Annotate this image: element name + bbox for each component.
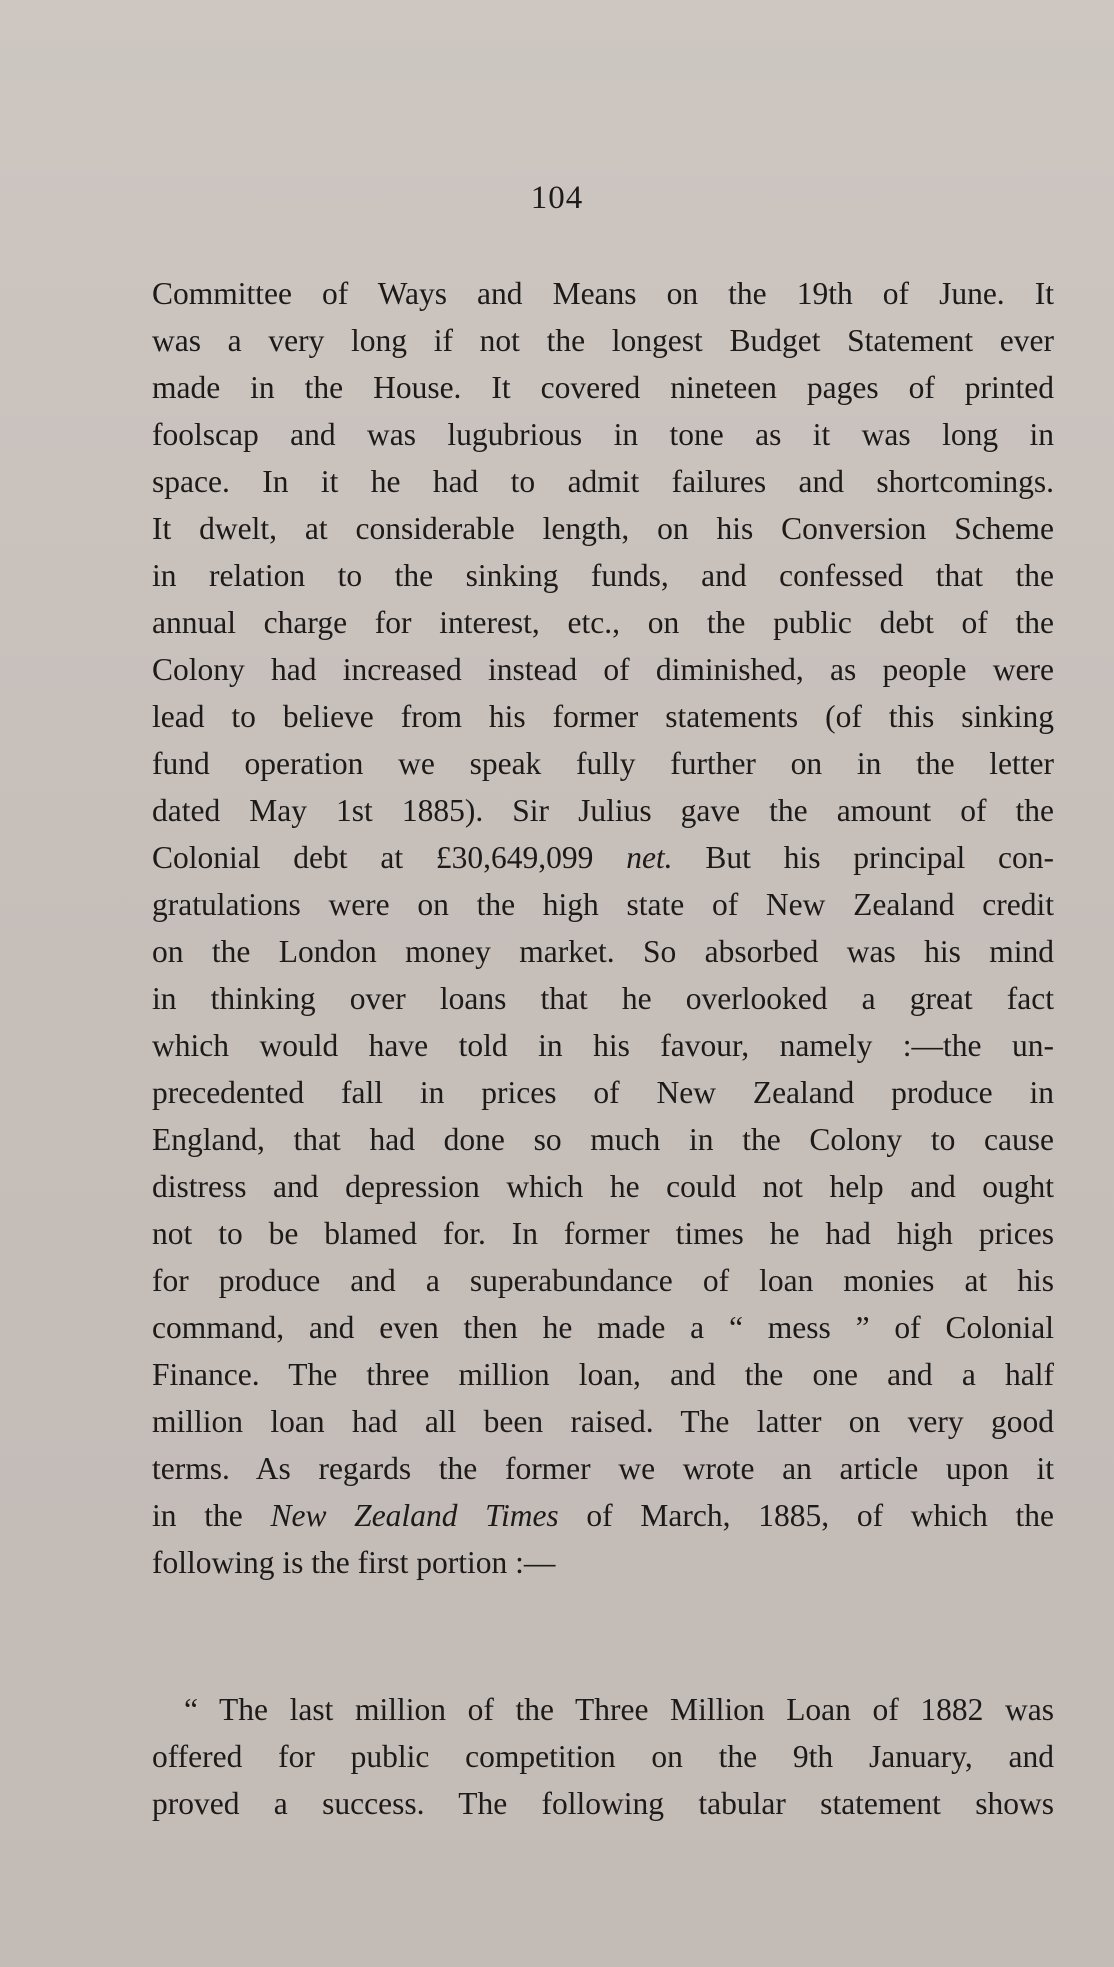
text-line: in relation to the sinking funds, and confessed that the [152, 558, 1054, 593]
text-segment: in the [152, 1498, 271, 1533]
text-line: precedented fall in prices of New Zealand produce in [152, 1075, 1054, 1110]
text-line: not to be blamed for. In former times he had high prices [152, 1216, 1054, 1251]
text-line: annual charge for interest, etc., on the public debt of the [152, 605, 1054, 640]
text-segment: Colonial debt at £30,649,099 [152, 840, 627, 875]
text-line: distress and depression which he could not help and ought [152, 1169, 1054, 1204]
text-line: space. In it he had to admit failures and shortcomings. [152, 464, 1054, 499]
italic-title: New Zealand Times [270, 1498, 559, 1533]
text-line: made in the House. It covered nineteen pages of printed [152, 370, 1054, 405]
text-line: on the London money market. So absorbed was his mind [152, 934, 1054, 969]
text-line: was a very long if not the longest Budget Statement ever [152, 323, 1054, 358]
text-line: It dwelt, at considerable length, on his Conversion Scheme [152, 511, 1054, 546]
text-line: Committee of Ways and Means on the 19th of June. It [152, 276, 1054, 311]
text-line: following is the first portion :— [152, 1545, 556, 1580]
text-line: fund operation we speak fully further on in the letter [152, 746, 1054, 781]
text-line: offered for public competition on the 9th January, and [152, 1739, 1054, 1774]
text-line: in thinking over loans that he overlooked a great fact [152, 981, 1054, 1016]
text-line-with-italic [152, 1492, 1054, 1539]
text-line: foolscap and was lugubrious in tone as it was long in [152, 417, 1054, 452]
text-line: proved a success. The following tabular statement shows [152, 1786, 1054, 1821]
text-line: “ The last million of the Three Million Loan of 1882 was [184, 1692, 1054, 1727]
text-line: which would have told in his favour, namely :—the un- [152, 1028, 1054, 1063]
text-line: gratulations were on the high state of New Zealand credit [152, 887, 1054, 922]
text-line: command, and even then he made a “ mess ” of Colonial [152, 1310, 1054, 1345]
paragraph-1 [152, 270, 1054, 1586]
text-line: Colony had increased instead of diminished, as people were [152, 652, 1054, 687]
text-line: lead to believe from his former statements (of this sinking [152, 699, 1054, 734]
text-line: terms. As regards the former we wrote an article upon it [152, 1451, 1054, 1486]
text-line: Finance. The three million loan, and the one and a half [152, 1357, 1054, 1392]
text-line: England, that had done so much in the Colony to cause [152, 1122, 1054, 1157]
text-line: for produce and a superabundance of loan monies at his [152, 1263, 1054, 1298]
italic-word: net. [626, 840, 673, 875]
text-line: million loan had all been raised. The latter on very good [152, 1404, 1054, 1439]
text-segment: But his principal con- [672, 840, 1054, 875]
text-segment: of March, 1885, of which the [558, 1498, 1054, 1533]
text-line-with-italic [152, 834, 1054, 881]
text-line: dated May 1st 1885). Sir Julius gave the amount of the [152, 793, 1054, 828]
page-number: 104 [530, 180, 584, 216]
paragraph-2-quote [152, 1686, 1054, 1827]
